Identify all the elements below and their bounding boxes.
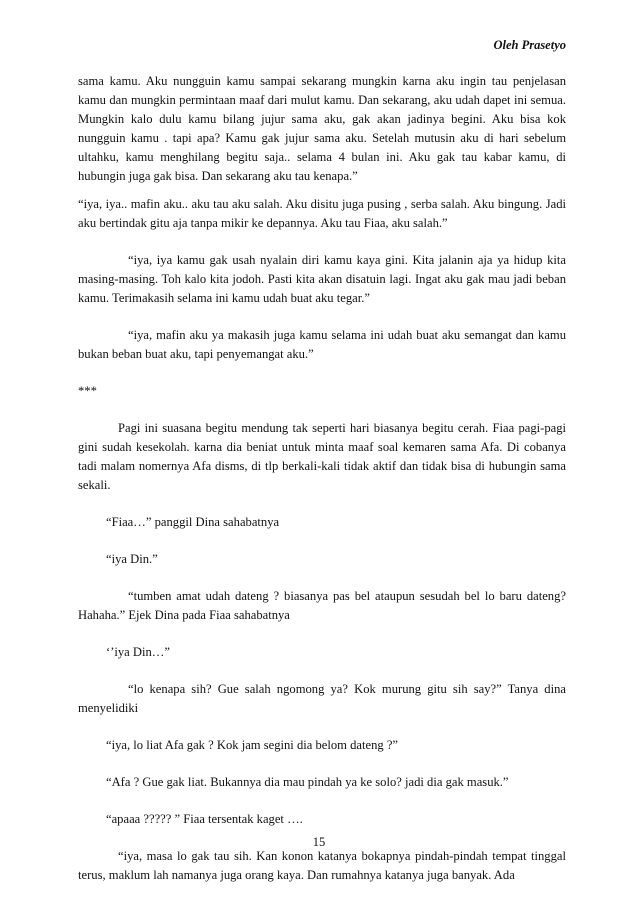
dialogue-line: “Afa ? Gue gak liat. Bukannya dia mau pindah ya ke solo? jadi dia gak masuk.” <box>106 775 509 789</box>
scene-break: *** <box>78 384 97 398</box>
dialogue-line: ‘’iya Din…” <box>106 645 170 659</box>
dialogue-line: “iya, lo liat Afa gak ? Kok jam segini dia belom dateng ?” <box>106 738 399 752</box>
page-number: 15 <box>312 835 326 849</box>
paragraph: Pagi ini suasana begitu mendung tak seperti hari biasanya begitu cerah. Fiaa pagi-pagi gini sudah kesekolah. karna dia beniat untuk minta maaf soal kemaren sama Afa. Di cobanya tadi malam nomernya Afa disms, di tlp berkali-kali tidak aktif dan tidak bisa di hubungin sama sekali. <box>78 421 566 492</box>
paragraph: “iya, masa lo gak tau sih. Kan konon katanya bokapnya pindah-pindah tempat tinggal terus, maklum lah namanya juga orang kaya. Dan rumahnya katanya juga banyak. Ada <box>78 849 566 882</box>
page-body <box>78 72 566 885</box>
paragraph: “iya, iya kamu gak usah nyalain diri kamu kaya gini. Kita jalanin aja ya hidup kita masing-masing. Toh kalo kita jodoh. Pasti kita akan disatuin lagi. Ingat aku gak mau jadi beban kamu. Terimakasih selama ini kamu udah buat aku tegar.” <box>78 253 566 305</box>
paragraph: “tumben amat udah dateng ? biasanya pas bel ataupun sesudah bel lo baru dateng? Hahaha.” Ejek Dina pada Fiaa sahabatnya <box>78 589 566 622</box>
dialogue-line: “Fiaa…” panggil Dina sahabatnya <box>106 515 280 529</box>
paragraph: “iya, mafin aku ya makasih juga kamu selama ini udah buat aku semangat dan kamu bukan beban buat aku, tapi penyemangat aku.” <box>78 328 566 361</box>
author-header: Oleh Prasetyo <box>493 38 566 52</box>
dialogue-line: “apaaa ????? ” Fiaa tersentak kaget …. <box>106 812 303 826</box>
paragraph: “lo kenapa sih? Gue salah ngomong ya? Kok murung gitu sih say?” Tanya dina menyelidiki <box>78 682 566 715</box>
paragraph: sama kamu. Aku nungguin kamu sampai sekarang mungkin karna aku ingin tau penjelasan kamu dan mungkin permintaan maaf dari mulut kamu. Dan sekarang, aku udah dapet ini semua. Mungkin kalo dulu kamu bilang jujur sama aku, gak akan jadinya begini. Aku bisa kok nungguin kamu . tapi apa? Kamu gak jujur sama aku. Setelah mutusin aku di hari sebelum ultahku, kamu menghilang begitu saja.. selama 4 bulan ini. Aku gak tau kabar kamu, di hubungin juga gak bisa. Dan sekarang aku tau kenapa.” <box>78 74 566 183</box>
paragraph: “iya, iya.. mafin aku.. aku tau aku salah. Aku disitu juga pusing , serba salah. Aku bingung. Jadi aku bertindak gitu aja tanpa mikir ke depannya. Aku tau Fiaa, aku salah.” <box>78 197 566 230</box>
dialogue-line: “iya Din.” <box>106 552 158 566</box>
